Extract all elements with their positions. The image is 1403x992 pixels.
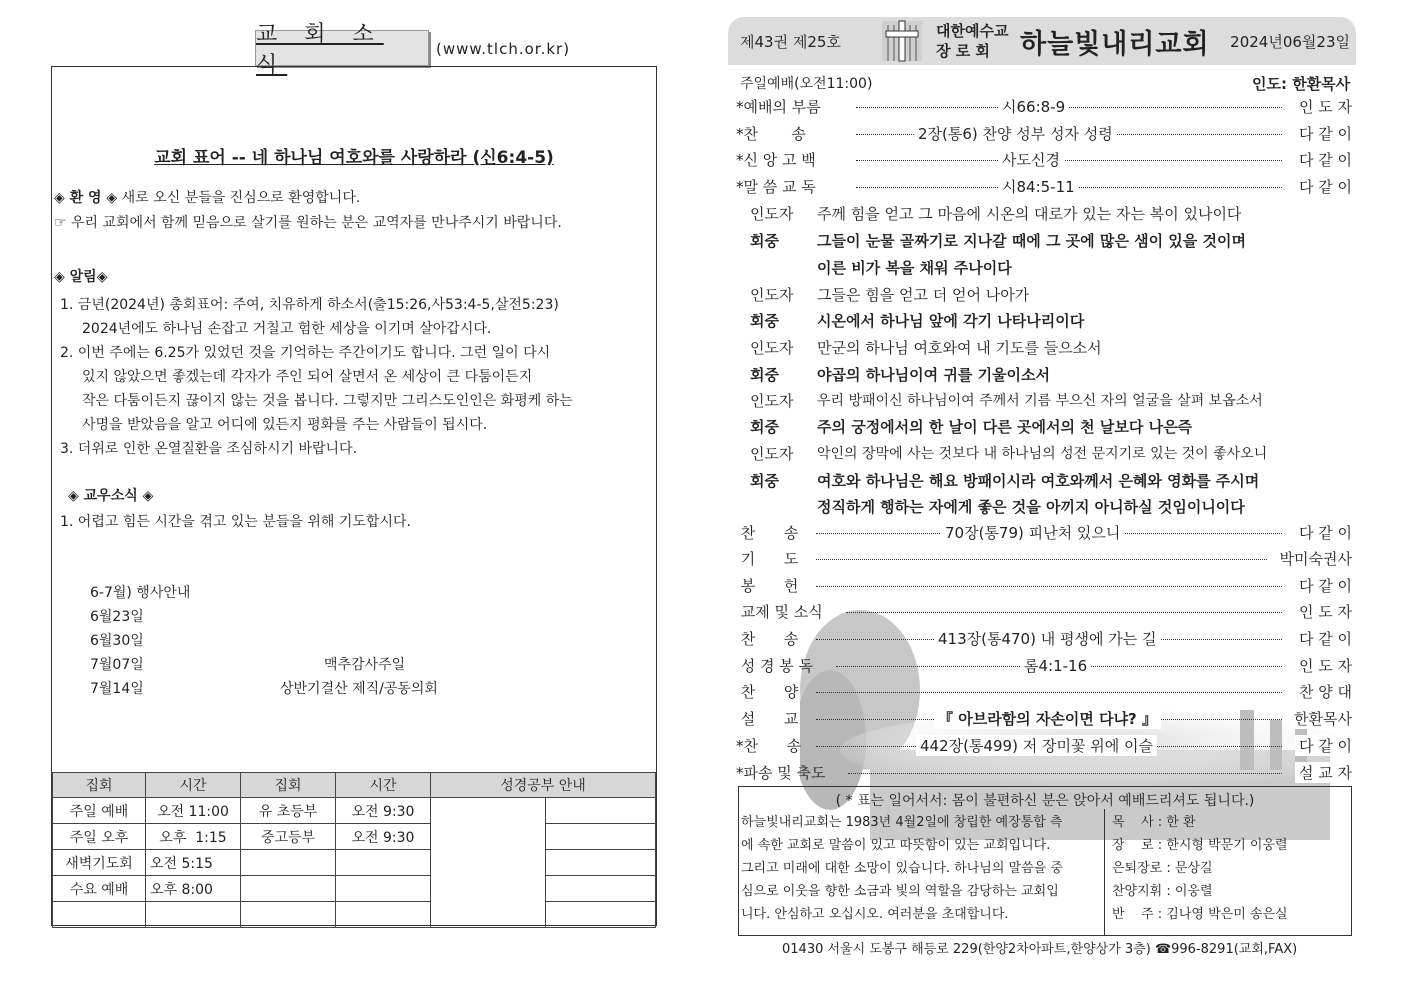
church-intro-line: 하늘빛내리교회는 1983년 4월2일에 창립한 예장통합 측 bbox=[741, 815, 1063, 830]
table-cell bbox=[241, 876, 336, 902]
table-cell: 오후 8:00 bbox=[146, 876, 241, 902]
staff-line: 은퇴장로 : 문상길 bbox=[1112, 861, 1213, 876]
order-detail: 시66:8-9 bbox=[998, 96, 1069, 117]
denomination bbox=[936, 21, 1008, 61]
reading-speaker: 인도자 bbox=[750, 286, 794, 304]
order-row bbox=[736, 735, 1352, 757]
schedule-date: 6월23일 bbox=[90, 609, 144, 625]
order-row bbox=[736, 96, 1352, 118]
table-cell: 중고등부 bbox=[241, 824, 336, 850]
reading-speaker: 회중 bbox=[750, 472, 779, 490]
table-header-row bbox=[53, 773, 656, 798]
order-person: 한환목사 bbox=[1290, 708, 1352, 729]
table-cell: 새벽기도회 bbox=[53, 850, 146, 876]
order-row bbox=[736, 575, 1352, 597]
denomination-bottom: 장 로 회 bbox=[936, 42, 990, 60]
schedule-event: 맥추감사주일 bbox=[324, 657, 406, 673]
table-cell: 오전 5:15 bbox=[146, 850, 241, 876]
schedule-date: 6월30일 bbox=[90, 633, 144, 649]
order-label: 찬 송 bbox=[736, 630, 799, 648]
staff-line: 목 사 : 한 환 bbox=[1112, 815, 1196, 830]
table-cell bbox=[336, 902, 431, 928]
info-divider bbox=[1104, 809, 1105, 935]
reading-line: 주께 힘을 얻고 그 마음에 시온의 대로가 있는 자는 복이 있나이다 bbox=[817, 205, 1242, 223]
reading-line: 우리 방패이신 하나님이여 주께서 기름 부으신 자의 얼굴을 살펴 보옵소서 bbox=[817, 393, 1263, 409]
notice-item: 2024년에도 하나님 손잡고 거칠고 험한 세상을 이기며 살아갑시다. bbox=[82, 321, 492, 337]
church-info-box bbox=[738, 786, 1352, 936]
service-leader: 인도: 한환목사 bbox=[1252, 75, 1351, 93]
cross-logo-icon bbox=[880, 19, 924, 63]
table-cell: 주일 예배 bbox=[53, 798, 146, 824]
table-row bbox=[53, 876, 656, 902]
reading-line: 여호와 하나님은 해요 방패이시라 여호와께서 은혜와 영화를 주시며 bbox=[817, 472, 1260, 490]
table-header: 집회 bbox=[53, 773, 146, 798]
reading-speaker: 회중 bbox=[750, 232, 779, 250]
reading-speaker: 회중 bbox=[750, 312, 779, 330]
welcome-heading: ◈ 환 영 ◈ bbox=[54, 190, 118, 206]
order-row bbox=[736, 548, 1352, 570]
order-label: 기 도 bbox=[736, 550, 799, 568]
church-motto: 교회 표어 -- 네 하나님 여호와를 사랑하라 (신6:4-5) bbox=[154, 148, 554, 168]
welcome-text: 새로 오신 분들을 진심으로 환영합니다. bbox=[117, 190, 361, 206]
reading-line: 시온에서 하나님 앞에 각기 나타나리이다 bbox=[817, 312, 1085, 330]
table-cell bbox=[546, 824, 656, 850]
notice-item: 있지 않았으면 좋겠는데 각자가 주인 되어 살면서 온 세상이 큰 다툼이든지 bbox=[82, 369, 533, 385]
order-person: 박미숙권사 bbox=[1276, 548, 1352, 569]
notice-item: 사명을 받았음을 알고 어디에 있든지 평화를 주는 사람들이 됩시다. bbox=[82, 417, 488, 433]
church-intro-line: 에 속한 교회로 말씀이 있고 따뜻함이 있는 교회입니다. bbox=[741, 838, 1051, 853]
order-row bbox=[736, 708, 1352, 730]
order-row bbox=[736, 522, 1352, 544]
church-intro-line: 니다. 안심하고 오십시오. 여러분을 초대합니다. bbox=[741, 907, 1009, 922]
order-label: *신 앙 고 백 bbox=[736, 151, 816, 169]
order-person: 다 같 이 bbox=[1295, 735, 1352, 756]
table-cell bbox=[546, 798, 656, 824]
table-row bbox=[53, 798, 656, 824]
table-cell bbox=[241, 850, 336, 876]
church-url[interactable]: (www.tlch.or.kr) bbox=[436, 40, 571, 58]
table-row bbox=[53, 902, 656, 928]
order-person: 찬 양 대 bbox=[1295, 681, 1352, 702]
notice-item: 1. 금년(2024년) 총회표어: 주여, 치유하게 하소서(출15:26,사53:4-5,살전5:23) bbox=[60, 297, 559, 313]
order-detail: 사도신경 bbox=[998, 149, 1064, 170]
table-header: 시간 bbox=[146, 773, 241, 798]
meeting-times-table bbox=[52, 772, 656, 928]
order-person: 인 도 자 bbox=[1295, 655, 1352, 676]
order-label: 찬 송 bbox=[736, 524, 799, 542]
order-person: 다 같 이 bbox=[1295, 149, 1352, 170]
schedule-event: 상반기결산 제직/공동의회 bbox=[280, 681, 438, 697]
table-cell bbox=[546, 902, 656, 928]
reading-speaker: 인도자 bbox=[750, 339, 794, 357]
table-cell: 오전 9:30 bbox=[336, 824, 431, 850]
order-person: 다 같 이 bbox=[1295, 575, 1352, 596]
table-cell bbox=[53, 902, 146, 928]
table-cell bbox=[241, 902, 336, 928]
service-title: 주일예배(오전11:00) bbox=[740, 76, 873, 92]
sermon-title: 『 아브라함의 자손이면 다냐? 』 bbox=[934, 708, 1161, 729]
notice-item: 3. 더위로 인한 온열질환을 조심하시기 바랍니다. bbox=[60, 441, 358, 457]
schedule-date: 7월07일 bbox=[90, 657, 144, 673]
church-name: 하늘빛내리교회 bbox=[1020, 29, 1210, 60]
order-row bbox=[736, 149, 1352, 171]
order-row bbox=[736, 601, 1352, 623]
order-label: 찬 양 bbox=[736, 683, 799, 701]
order-label: *찬 송 bbox=[736, 125, 806, 143]
order-person: 인 도 자 bbox=[1295, 96, 1352, 117]
reading-line: 만군의 하나님 여호와여 내 기도를 들으소서 bbox=[817, 339, 1102, 357]
reading-speaker: 인도자 bbox=[750, 205, 794, 223]
table-cell: 유 초등부 bbox=[241, 798, 336, 824]
affairs-heading: ◈ 교우소식 ◈ bbox=[68, 488, 154, 504]
table-row bbox=[53, 850, 656, 876]
order-label: 교제 및 소식 bbox=[736, 603, 823, 621]
order-label: *파송 및 축도 bbox=[736, 764, 826, 782]
reading-speaker: 인도자 bbox=[750, 392, 794, 410]
church-intro-line: 심으로 이웃을 향한 소금과 빛의 역할을 감당하는 교회입 bbox=[741, 884, 1059, 899]
order-row bbox=[736, 176, 1352, 198]
reading-line: 주의 궁정에서의 한 날이 다른 곳에서의 천 날보다 나은즉 bbox=[817, 418, 1193, 436]
reading-line: 이른 비가 복을 채워 주나이다 bbox=[817, 259, 1012, 277]
reading-line: 그들은 힘을 얻고 더 얻어 나아가 bbox=[817, 286, 1030, 304]
order-label: 설 교 bbox=[736, 710, 799, 728]
order-row bbox=[736, 123, 1352, 145]
order-row bbox=[736, 762, 1352, 784]
table-header: 시간 bbox=[336, 773, 431, 798]
table-cell bbox=[336, 876, 431, 902]
volume-number: 제43권 제25호 bbox=[740, 33, 841, 51]
reading-line: 악인의 장막에 사는 것보다 내 하나님의 성전 문지기로 있는 것이 좋사오니 bbox=[817, 446, 1268, 462]
welcome-line-2: ☞ 우리 교회에서 함께 믿음으로 살기를 원하는 분은 교역자를 만나주시기 바랍니다. bbox=[54, 215, 562, 231]
table-cell: 오전 9:30 bbox=[336, 798, 431, 824]
reading-speaker: 회중 bbox=[750, 366, 779, 384]
table-row bbox=[53, 824, 656, 850]
table-cell: 주일 오후 bbox=[53, 824, 146, 850]
church-address: 01430 서울시 도봉구 해등로 229(한양2차아파트,한양상가 3층) ☎996-8291(교회,FAX) bbox=[782, 942, 1298, 957]
order-detail: 442장(통499) 저 장미꽃 위에 이슬 bbox=[916, 735, 1157, 756]
reading-line: 야곱의 하나님이여 귀를 기울이소서 bbox=[817, 366, 1051, 384]
order-row bbox=[736, 628, 1352, 650]
table-cell: 오전 11:00 bbox=[146, 798, 241, 824]
order-label: *예배의 부름 bbox=[736, 98, 821, 116]
reading-line: 그들이 눈물 골짜기로 지나갈 때에 그 곳에 많은 샘이 있을 것이며 bbox=[817, 232, 1246, 250]
table-cell: 수요 예배 bbox=[53, 876, 146, 902]
order-row bbox=[736, 655, 1352, 677]
order-detail: 70장(통79) 피난처 있으니 bbox=[941, 522, 1124, 543]
bulletin-date: 2024년06월23일 bbox=[1230, 33, 1350, 51]
reading-line: 정직하게 행하는 자에게 좋은 것을 아끼지 아니하실 것임이니이다 bbox=[817, 498, 1245, 516]
standing-note: ( * 표는 일어서서: 몸이 불편하신 분은 앉아서 예배드리셔도 됩니다.) bbox=[835, 793, 1255, 809]
reading-speaker: 회중 bbox=[750, 418, 779, 436]
staff-line: 장 로 : 한시형 박문기 이웅렬 bbox=[1112, 838, 1288, 853]
notice-heading: ◈ 알림◈ bbox=[54, 269, 108, 285]
table-cell bbox=[546, 850, 656, 876]
staff-line: 반 주 : 김나영 박은미 송은실 bbox=[1112, 907, 1288, 922]
bulletin-news-title: 교 회 소 식 bbox=[255, 30, 429, 66]
news-frame bbox=[51, 66, 657, 926]
welcome-line bbox=[54, 187, 360, 207]
bulletin-header bbox=[728, 17, 1356, 65]
notice-item: 작은 다툼이든지 끊이지 않는 것을 봅니다. 그렇지만 그리스도인인은 화평케 하는 bbox=[82, 393, 573, 409]
order-label: 성 경 봉 독 bbox=[736, 657, 814, 675]
schedule-date: 7월14일 bbox=[90, 681, 144, 697]
church-intro-line: 그리고 미래에 대한 소망이 있습니다. 하나님의 말씀을 중 bbox=[741, 861, 1063, 876]
table-header: 집회 bbox=[241, 773, 336, 798]
order-detail: 롬4:1-16 bbox=[1020, 655, 1091, 676]
affairs-item: 1. 어렵고 힘든 시간을 겪고 있는 분들을 위해 기도합시다. bbox=[60, 514, 411, 530]
order-person: 인 도 자 bbox=[1295, 601, 1352, 622]
order-detail: 413장(통470) 내 평생에 가는 길 bbox=[934, 628, 1160, 649]
table-cell: 오후 1:15 bbox=[146, 824, 241, 850]
notice-item: 2. 이번 주에는 6.25가 있었던 것을 기억하는 주간이기도 합니다. 그런 일이 다시 bbox=[60, 345, 551, 361]
order-label: *말 씀 교 독 bbox=[736, 178, 816, 196]
table-header: 성경공부 안내 bbox=[431, 773, 656, 798]
table-cell bbox=[336, 850, 431, 876]
order-person: 다 같 이 bbox=[1295, 123, 1352, 144]
order-person: 다 같 이 bbox=[1295, 176, 1352, 197]
order-detail: 2장(통6) 찬양 성부 성자 성령 bbox=[914, 123, 1117, 144]
table-cell bbox=[146, 902, 241, 928]
schedule-title: 6-7월) 행사안내 bbox=[90, 585, 191, 601]
order-row bbox=[736, 681, 1352, 703]
order-label: *찬 송 bbox=[736, 737, 802, 755]
order-person: 다 같 이 bbox=[1295, 628, 1352, 649]
order-person: 설 교 자 bbox=[1295, 762, 1352, 783]
order-detail: 시84:5-11 bbox=[998, 176, 1079, 197]
order-label: 봉 헌 bbox=[736, 577, 799, 595]
table-cell bbox=[546, 876, 656, 902]
order-person: 다 같 이 bbox=[1295, 522, 1352, 543]
denomination-top: 대한예수교 bbox=[936, 22, 1009, 40]
staff-line: 찬양지휘 : 이웅렬 bbox=[1112, 884, 1213, 899]
reading-speaker: 인도자 bbox=[750, 445, 794, 463]
bible-study-cell bbox=[431, 798, 546, 928]
